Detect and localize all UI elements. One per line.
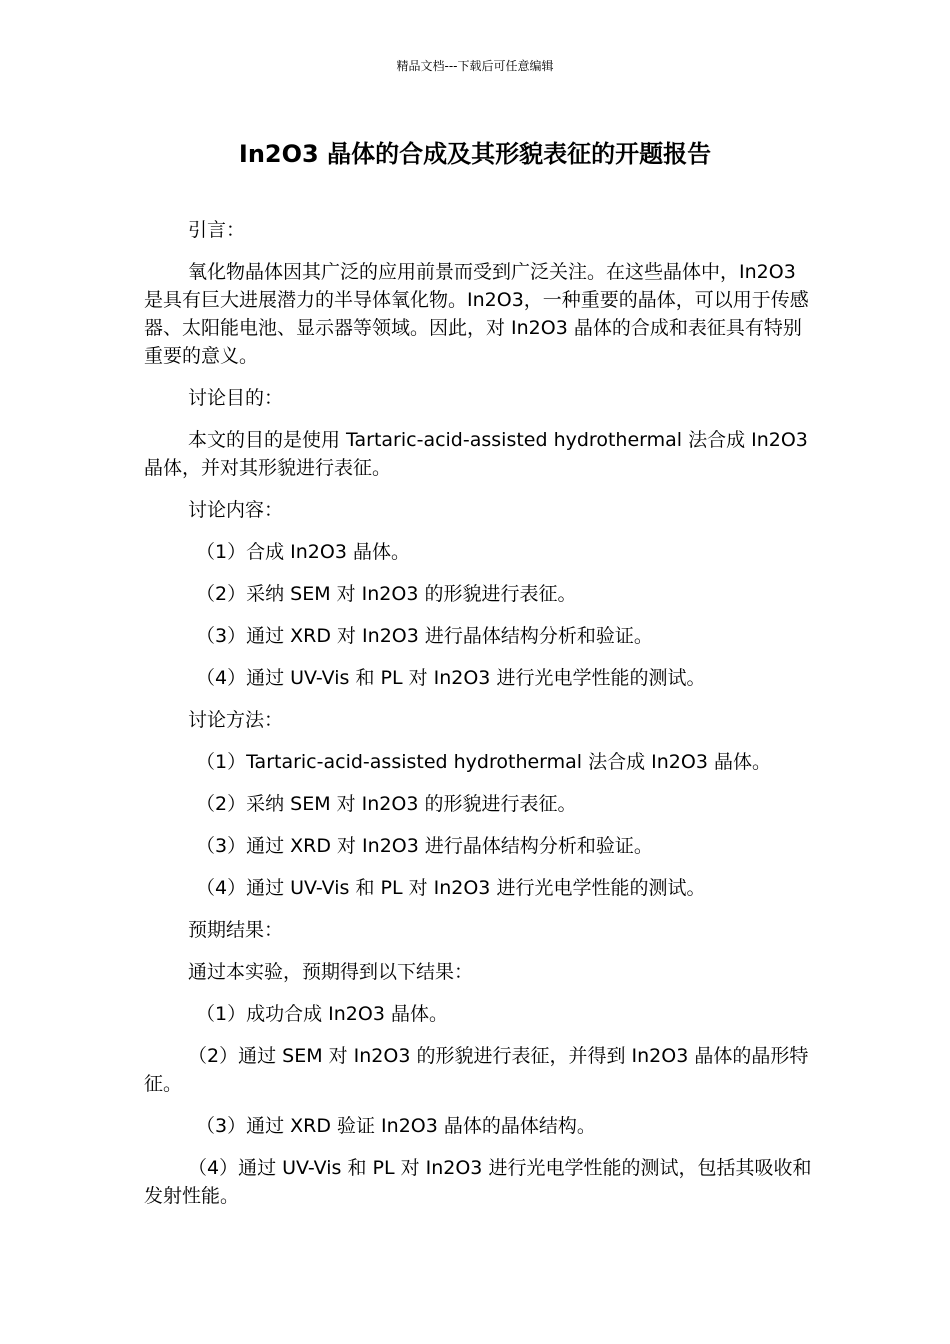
method-item: （3）通过 XRD 对 In2O3 进行晶体结构分析和验证。 (196, 835, 653, 857)
content-item: （2）采纳 SEM 对 In2O3 的形貌进行表征。 (196, 583, 577, 605)
method-item: （4）通过 UV-Vis 和 PL 对 In2O3 进行光电学性能的测试。 (196, 877, 706, 899)
method-item: （1）Tartaric-acid-assisted hydrothermal 法合成 In2O3 晶体。 (196, 751, 771, 773)
purpose-paragraph: 本文的目的是使用 Tartaric-acid-assisted hydrothermal 法合成 In2O3 晶体，并对其形貌进行表征。 (144, 429, 808, 479)
document-title: In2O3 晶体的合成及其形貌表征的开题报告 (238, 140, 712, 168)
result-item: （3）通过 XRD 验证 In2O3 晶体的晶体结构。 (196, 1115, 596, 1137)
intro-paragraph: 氧化物晶体因其广泛的应用前景而受到广泛关注。在这些晶体中，In2O3 是具有巨大进展潜力的半导体氧化物。In2O3，一种重要的晶体，可以用于传感器、太阳能电池、显示器等领域。因此，对 In2O3 晶体的合成和表征具有特别重要的意义。 (144, 261, 809, 367)
content-item: （4）通过 UV-Vis 和 PL 对 In2O3 进行光电学性能的测试。 (196, 667, 706, 689)
content-item: （1）合成 In2O3 晶体。 (196, 541, 410, 563)
method-item: （2）采纳 SEM 对 In2O3 的形貌进行表征。 (196, 793, 577, 815)
result-item: （4）通过 UV-Vis 和 PL 对 In2O3 进行光电学性能的测试，包括其吸收和发射性能。 (144, 1157, 812, 1207)
result-item: （2）通过 SEM 对 In2O3 的形貌进行表征，并得到 In2O3 晶体的晶形特征。 (144, 1045, 809, 1095)
method-heading: 讨论方法： (188, 709, 284, 731)
document-body (144, 216, 814, 1224)
purpose-heading: 讨论目的： (188, 387, 284, 409)
result-heading: 预期结果： (188, 919, 284, 941)
page-header: 精品文档---下载后可任意编辑 (396, 59, 554, 73)
result-item: （1）成功合成 In2O3 晶体。 (196, 1003, 448, 1025)
content-heading: 讨论内容： (188, 499, 284, 521)
result-intro: 通过本实验，预期得到以下结果： (188, 961, 474, 983)
intro-heading: 引言： (188, 219, 246, 241)
content-item: （3）通过 XRD 对 In2O3 进行晶体结构分析和验证。 (196, 625, 653, 647)
